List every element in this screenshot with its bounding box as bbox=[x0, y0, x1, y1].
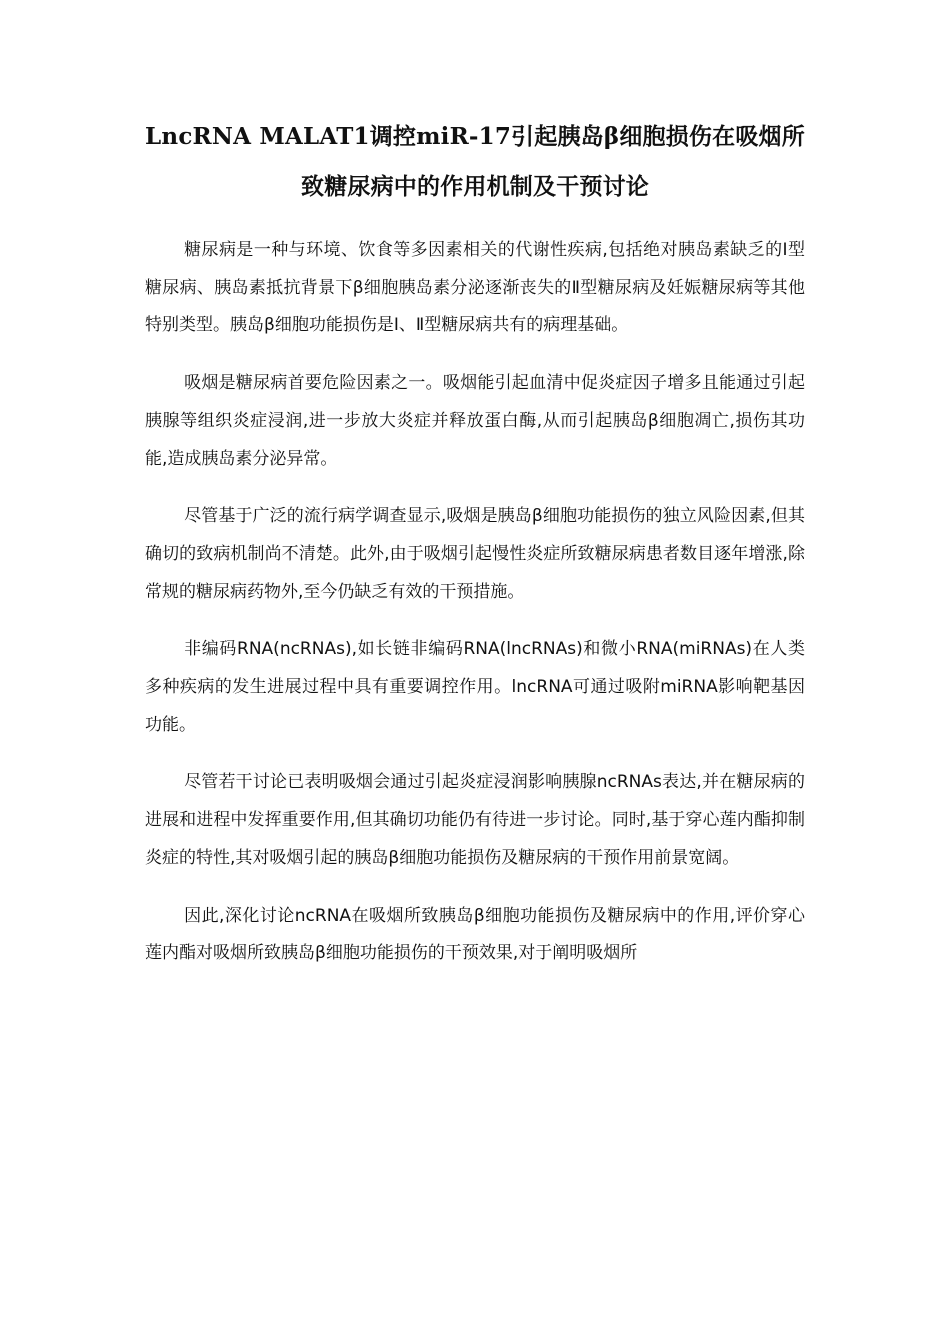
paragraph-1: 糖尿病是一种与环境、饮食等多因素相关的代谢性疾病,包括绝对胰岛素缺乏的Ⅰ型糖尿病、胰岛素抵抗背景下β细胞胰岛素分泌逐渐丧失的Ⅱ型糖尿病及妊娠糖尿病等其他特别类型。胰岛β细胞功能损伤是Ⅰ、Ⅱ型糖尿病共有的病理基础。 bbox=[145, 240, 805, 336]
paragraph-6: 因此,深化讨论ncRNA在吸烟所致胰岛β细胞功能损伤及糖尿病中的作用,评价穿心莲内酯对吸烟所致胰岛β细胞功能损伤的干预效果,对于阐明吸烟所 bbox=[145, 905, 805, 964]
paragraph-3: 尽管基于广泛的流行病学调查显示,吸烟是胰岛β细胞功能损伤的独立风险因素,但其确切的致病机制尚不清楚。此外,由于吸烟引起慢性炎症所致糖尿病患者数目逐年增涨,除常规的糖尿病药物外,至今仍缺乏有效的干预措施。 bbox=[145, 506, 805, 602]
paragraph-5: 尽管若干讨论已表明吸烟会通过引起炎症浸润影响胰腺ncRNAs表达,并在糖尿病的进展和进程中发挥重要作用,但其确切功能仍有待进一步讨论。同时,基于穿心莲内酯抑制炎症的特性,其对吸烟引起的胰岛β细胞功能损伤及糖尿病的干预作用前景宽阔。 bbox=[145, 772, 805, 868]
document-title: LncRNA MALAT1调控miR-17引起胰岛β细胞损伤在吸烟所致糖尿病中的作用机制及干预讨论 bbox=[145, 123, 805, 200]
document-body bbox=[145, 232, 805, 993]
paragraph-4: 非编码RNA(ncRNAs),如长链非编码RNA(lncRNAs)和微小RNA(miRNAs)在人类多种疾病的发生进展过程中具有重要调控作用。lncRNA可通过吸附miRNA影响靶基因功能。 bbox=[145, 639, 805, 735]
paragraph-2: 吸烟是糖尿病首要危险因素之一。吸烟能引起血清中促炎症因子增多且能通过引起胰腺等组织炎症浸润,进一步放大炎症并释放蛋白酶,从而引起胰岛β细胞凋亡,损伤其功能,造成胰岛素分泌异常。 bbox=[145, 373, 805, 469]
